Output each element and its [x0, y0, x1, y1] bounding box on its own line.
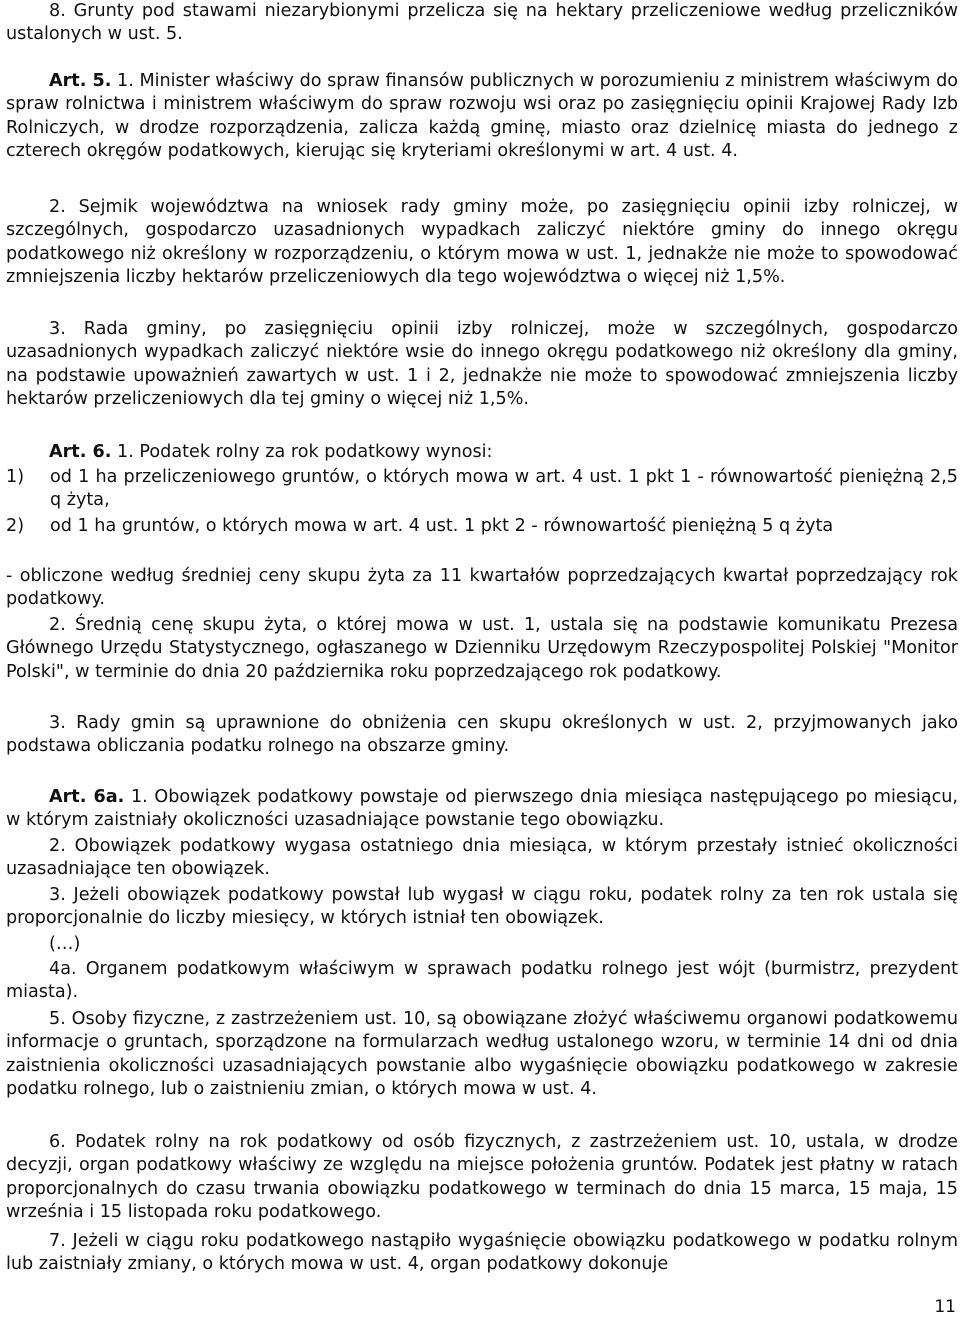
art6a-ust6: 6. Podatek rolny na rok podatkowy od osób fizycznych, z zastrzeżeniem ust. 10, ustala, w drodze decyzji, organ podatkowy właściwy ze względu na miejsce położenia gruntów. Podatek jest płatny w ratach proporcjonalnych do czasu trwania obowiązku podatkowego w terminach do dnia 15 marca, 15 maja, 15 września i 15 listopada roku podatkowego. [6, 1132, 958, 1223]
list-item-1: od 1 ha przeliczeniowego gruntów, o których mowa w art. 4 ust. 1 pkt 1 - równowartość pieniężną 2,5 q żyta, [50, 467, 958, 511]
art6a-ust3: 3. Jeżeli obowiązek podatkowy powstał lub wygasł w ciągu roku, podatek rolny za ten rok ustala się proporcjonalnie do liczby miesięcy, w których istniał ten obowiązek. [6, 885, 958, 929]
page-number: 11 [934, 1297, 956, 1317]
art6-ust1 [6, 441, 958, 464]
art6-heading: Art. 6. [49, 442, 112, 462]
art6-ust3: 3. Rady gmin są uprawnione do obniżenia cen skupu określonych w ust. 2, przyjmowanych jako podstawa obliczania podatku rolnego na obszarze gminy. [6, 713, 958, 757]
art6a-ust5: 5. Osoby fizyczne, z zastrzeżeniem ust. 10, są obowiązane złożyć właściwemu organowi podatkowemu informacje o gruntach, sporządzone na formularzach według ustalonego wzoru, w terminie 14 dni od dnia zaistnienia okoliczności uzasadniających powstanie albo wygaśnięcie obowiązku podatkowego w zakresie podatku rolnego, lub o zaistnieniu zmian, o których mowa w ust. 4. [6, 1009, 958, 1100]
art6-ust2: 2. Średnią cenę skupu żyta, o której mowa w ust. 1, ustala się na podstawie komunikatu Prezesa Głównego Urzędu Statystycznego, ogłaszanego w Dzienniku Urzędowym Rzeczypospolitej Polskiej "Monitor Polski", w terminie do dnia 20 października roku poprzedzającego rok podatkowy. [6, 615, 958, 682]
art5-ust1 [6, 70, 958, 164]
art6a-ust7: 7. Jeżeli w ciągu roku podatkowego nastąpiło wygaśnięcie obowiązku podatkowego w podatku rolnym lub zaistniały zmiany, o których mowa w ust. 4, organ podatkowy dokonuje [6, 1231, 958, 1275]
art5-ust3: 3. Rada gminy, po zasięgnięciu opinii izby rolniczej, może w szczególnych, gospodarczo uzasadnionych wypadkach zaliczyć niektóre wsie do innego okręgu podatkowego niż określony dla gminy, na podstawie upoważnień zawartych w ust. 1 i 2, jednakże nie może to spowodować zmniejszenia liczby hektarów przeliczeniowych dla tej gminy o więcej niż 1,5%. [6, 319, 958, 410]
art6a-ust2: 2. Obowiązek podatkowy wygasa ostatniego dnia miesiąca, w którym przestały istnieć okoliczności uzasadniające ten obowiązek. [6, 836, 958, 880]
art6-ust1-text: 1. Podatek rolny za rok podatkowy wynosi: [111, 442, 493, 462]
art5-ust2: 2. Sejmik województwa na wniosek rady gminy może, po zasięgnięciu opinii izby rolniczej, w szczególnych, gospodarczo uzasadnionych wypadkach zaliczyć niektóre gminy do innego okręgu podatkowego niż określony w rozporządzeniu, o którym mowa w ust. 1, jednakże nie może to spowodować zmniejszenia liczby hektarów przeliczeniowych dla tego województwa o więcej niż 1,5%. [6, 197, 958, 288]
list-item-2: od 1 ha gruntów, o których mowa w art. 4 ust. 1 pkt 2 - równowartość pieniężną 5 q żyta [50, 516, 834, 536]
ellipsis: (…) [49, 934, 81, 954]
art6a-ust1 [6, 786, 958, 833]
list-number-2: 2) [6, 516, 25, 536]
art6a-ust1-text: 1. Obowiązek podatkowy powstaje od pierwszego dnia miesiąca następującego po miesiącu, w którym zaistniały okoliczności uzasadniające powstanie tego obowiązku. [6, 787, 958, 831]
list-number-1: 1) [6, 467, 25, 487]
art5-ust1-text: 1. Minister właściwy do spraw finansów publicznych w porozumieniu z ministrem właściwym do spraw rolnictwa i ministrem właściwym do spraw rozwoju wsi oraz po zasięgnięciu opinii Krajowej Rady Izb Rolniczych, w drodze rozporządzenia, zalicza każdą gminę, miasto oraz dzielnicę miasta do jednego z czterech okręgów podatkowych, kierując się kryteriami określonymi w art. 4 ust. 4. [6, 71, 959, 162]
art6-ust1-tail: - obliczone według średniej ceny skupu żyta za 11 kwartałów poprzedzających kwartał poprzedzający rok podatkowy. [6, 566, 958, 610]
paragraph-8: 8. Grunty pod stawami niezarybionymi przelicza się na hektary przeliczeniowe według przeliczników ustalonych w ust. 5. [6, 1, 958, 45]
art6a-heading: Art. 6a. [49, 787, 125, 807]
art6a-ust4a: 4a. Organem podatkowym właściwym w sprawach podatku rolnego jest wójt (burmistrz, prezydent miasta). [6, 959, 958, 1003]
art5-heading: Art. 5. [49, 71, 112, 91]
